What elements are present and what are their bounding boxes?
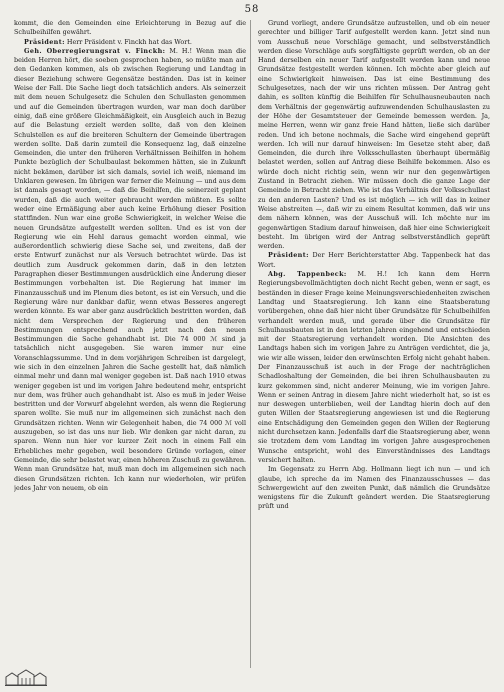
- paragraph-text: Im Gegensatz zu Herrn Abg. Hollmann liegt ich nun — und ich glaube, ich spreche da im Namen des Finanzausschusses — das Schwergewicht auf den zweiten Punkt, daß nämlich die Grundsätze wenigstens für die Zukunft geändert werden. Die Staatsregierung prüft und: [258, 465, 490, 511]
- speaker-name: Präsident:: [268, 251, 309, 260]
- paragraph: [14, 19, 246, 38]
- left-text-column: [14, 19, 246, 669]
- page-number: 58: [244, 4, 260, 15]
- paragraph: [14, 38, 246, 47]
- paragraph: [258, 251, 490, 270]
- speaker-name: Abg. Tappenbeck:: [268, 270, 347, 279]
- speaker-name: Präsident:: [24, 37, 65, 46]
- paragraph: [258, 270, 490, 465]
- paragraph: [258, 465, 490, 511]
- paragraph-text: Der Herr Berichterstatter Abg. Tappenbeck hat das Wort.: [258, 251, 490, 269]
- paragraph-text: Herr Präsident v. Finckh hat das Wort.: [64, 37, 192, 46]
- paragraph-text: M. H.! Wenn man die beiden Herren hört, die soeben gesprochen haben, so müßte man auf den Gedanken kommen, als ob zwischen Regierung und Landtag in dieser Beziehung schwere Gegensätze beständen. Das ist in keiner Weise der Fall. Die Sache liegt doch tatsächlich anders. Als seinerzeit mit dem neuen Schulgesetz die Schulen den Schullasten genommen und auf die Gemeinden übertragen wurden, war man doch darüber einig, daß eine größere Gleichmäßigkeit, ein Ausgleich auch in Bezug auf die Belastung erzielt werden sollte, daß von den kleinen Schulstellen es auf die breiteren Schultern der Gemeinde übertragen werden sollte. Daß darin zumteil die Konsequenz lag, daß einzelne Gemeinden, die unter den früheren Verhältnissen Beihilfen in hohem Punkte bezüglich der Schulbaulast bekommen hätten, sie in Zukunft nicht bekämen, darüber ist sich damals, soviel ich weiß, niemand im Unklaren gewesen. Im übrigen war ferner die Meinung — und aus dem ist damals gesagt worden, — daß die Beihilfen, die seinerzeit geplant wurden, daß die auch weiter gebraucht werden müßten. Es sollte weder eine Ermäßigung aber auch keine Erhöhung dieser Position stattfinden. Nun war eine große Schwierigkeit, in welcher Weise die neuen Grundsätze aufgestellt werden sollten. Und es ist von der Regierung wie ein Hehl daraus gemacht worden einmal, wie außerordentlich schwierig diese Sache sei, und zweitens, daß der erste Entwurf zunächst nur als Versuch betrachtet würde. Das ist deutlich zum Ausdruck gekommen darin, daß in den letzten Paragraphen dieser Bestimmungen ausdrücklich eine Änderung dieser Bestimmungen vorbehalten ist. Die Regierung hat immer im Finanzausschuß und im Plenum dies betont, es ist ein Versuch, und die Regierung wäre nur dankbar dafür, wenn etwas Besseres angeregt werden könnte. Es war aber ganz ausdrücklich bestritten worden, daß nicht dem Versprechen der Regierung und den früheren Bestimmungen entsprechend auch jetzt nach den neuen Bestimmungen die Sache gehandhabt ist. Die 74 000 ℳ sind ja tatsächlich nicht ausgegeben. Sie waren immer nur eine Voranschlagssumme. Und in dem vorjährigen Schreiben ist dargelegt, wie sich in den einzelnen Jahren die Sache gestellt hat, daß nämlich einmal mehr und dann mal weniger gegeben ist. Daß nach 1910 etwas weniger gegeben ist und im vorigen Jahre bedeutend mehr, entspricht nur dem, was früher auch gehandhabt ist. Also es muß in jeder Weise bestritten und der Vorwurf abgelehnt werden, als wenn die Regierung sparen wollte. Sie muß nur im allgemeinen sich zunächst nach den Grundsätzen richten. Wenn wir Gelegenheit haben, die 74 000 ℳ voll auszugeben, so ist das uns nur lieb. Wir denken gar nicht daran, zu sparen. Wenn nun hier vor kurzer Zeit noch in einem Fall ein Erhebliches mehr gegeben, weil besondere Gründe vorlagen, einer Gemeinde, die sehr belastet war, einen höheren Zuschuß zu gewähren. Wenn man Grundsätze hat, muß man doch im allgemeinen sich nach diesen Grundsätzen richten. Ich kann nur wiederholen, wir prüfen jedes Jahr von neuem, ob ein: [14, 46, 246, 492]
- library-building-logo: [4, 669, 48, 687]
- paragraph-text: Grund vorliegt, andere Grundsätze aufzustellen, und ob ein neuer gerechter und billiger Tarif aufgestellt werden kann. Jetzt sind nun vom Ausschuß neue Vorschläge gemacht, und selbstverständlich werden diese Vorschläge aufs sorgfältigste geprüft werden, ob an der Hand derselben ein neuer Tarif aufgestellt werden kann und neue Grundsätze festgestellt werden können. Ich möchte aber gleich auf eine Schwierigkeit hinweisen. Das ist eine Bestimmung des Schulgesetzes, nach der wir uns richten müssen. Der Antrag geht dahin, es sollten künftig die Beihilfen für Schulhausneubauten nach dem Verhältnis der gegenwärtig aufzuwendenden Schulhauslasten zu der Höhe der Gesamtsteuer der Gemeinde bemessen werden. Ja, meine Herren, wenn wir ganz freie Hand hätten, ließe sich darüber reden. Und ich betone nochmals, die Sache wird eingehend geprüft werden. Ich will nur darauf hinweisen: Im Gesetze steht aber, daß Gemeinden, die durch ihre Volksschullasten überhaupt übermäßig belastet werden, sollen auf Antrag diese Beihilfe bekommen. Also es würde doch nicht richtig sein, wenn wir nur den gegenwärtigen Zustand in Betracht ziehen. Wir müssen doch die ganze Lage der Gemeinde in Betracht ziehen. Wie ist das Verhältnis der Volksschullast zu den anderen Lasten? Und es ist möglich — ich will das in keiner Weise abstreiten —, daß wir zu einem Resultat kommen, daß wir uns dem nähern können, was der Ausschuß will. Ich möchte nur im gegenwärtigen Stadium darauf hinweisen, daß hier eine Schwierigkeit besteht. Im übrigen wird der Antrag selbstverständlich geprüft werden.: [258, 19, 490, 251]
- paragraph: [14, 47, 246, 493]
- paragraph-text: M. H.! Ich kann dem Herrn Regierungsbevollmächtigten doch nicht Recht geben, wenn er sagt, es beständen in dieser Frage keine Meinungsverschiedenheiten zwischen Landtag und Staatsregierung. Ich kann eine Staatsberatung vorübergehen, ohne daß hier nicht über Grundsätze für Schulbeihilfen verhandelt werden muß, und gerade über die Grundsätze für Schulhausbauten ist in den letzten Jahren eingehend und entschieden mit der Staatsregierung verhandelt worden. Die Ansichten des Landtags haben sich im vorigen Jahre zu Anträgen verdichtet, die ja, wie wir alle wissen, leider den erwünschten Erfolg nicht gehabt haben. Der Finanzausschuß ist auch in der Frage der nachträglichen Schadloshaltung der Gemeinden, die bei ihren Schulhausbauten zu kurz gekommen sind, nicht anderer Meinung, wie im vorigen Jahre. Wenn er seinen Antrag in diesem Jahre nicht wiederholt hat, so ist es nur deswegen unterblieben, weil der Landtag hierin doch auf den guten Willen der Staatsregierung angewiesen ist und die Regierung eine Entschädigung den Gemeinden gegen den Willen der Regierung nicht durchsetzen kann. Jedenfalls darf die Staatsregierung aber, wenn sie trotzdem dem vom Landtag im vorigen Jahre ausgesprochenen Wunsche entspricht, wohl des Einverständnisses des Landtags versichert halten.: [258, 270, 490, 464]
- paragraph-text: kommt, die den Gemeinden eine Erleichterung in Bezug auf die Schulbeihilfen gewährt.: [14, 19, 246, 37]
- right-text-column: [258, 19, 490, 671]
- paragraph: [258, 19, 490, 251]
- speaker-name: Geh. Oberregierungsrat v. Finckh:: [24, 46, 166, 55]
- column-divider: [250, 20, 251, 668]
